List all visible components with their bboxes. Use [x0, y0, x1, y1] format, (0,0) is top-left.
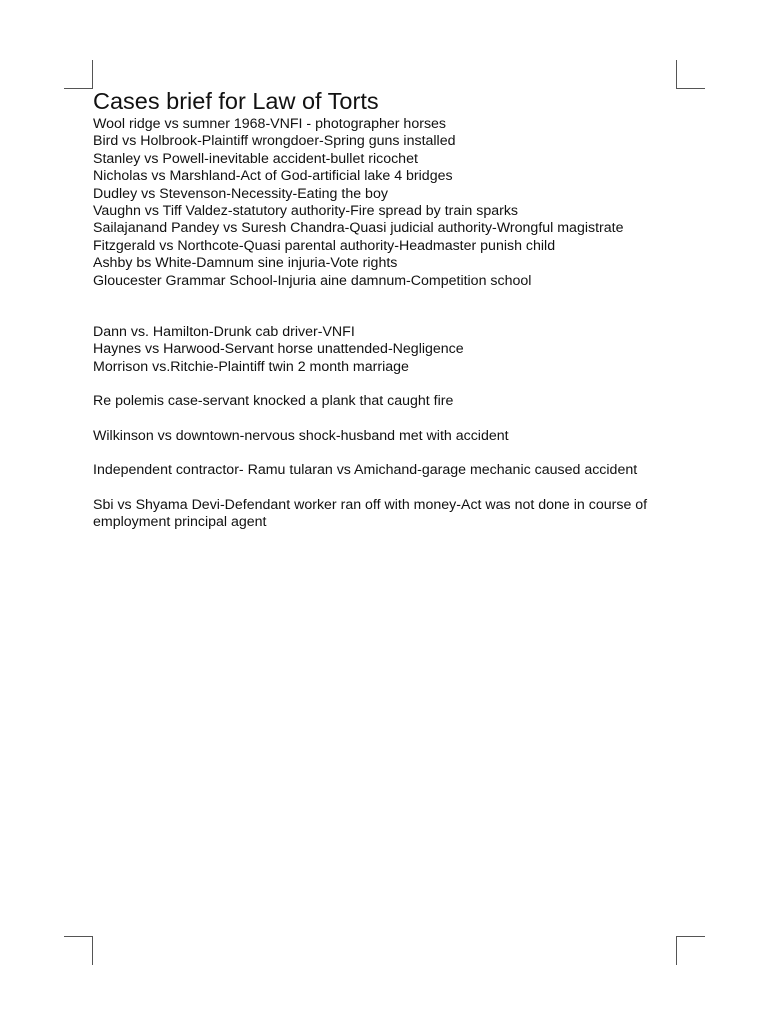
case-line: Sailajanand Pandey vs Suresh Chandra-Quasi judicial authority-Wrongful magistrate	[93, 220, 624, 237]
case-list-defences	[93, 116, 693, 290]
case-line: Ashby bs White-Damnum sine injuria-Vote rights	[93, 255, 398, 272]
crop-mark-bottom-left	[64, 936, 93, 965]
crop-mark-top-left	[64, 60, 93, 89]
case-paragraph: Wilkinson vs downtown-nervous shock-husband met with accident	[93, 427, 509, 444]
case-line: Nicholas vs Marshland-Act of God-artificial lake 4 bridges	[93, 168, 453, 185]
case-line: Bird vs Holbrook-Plaintiff wrongdoer-Spring guns installed	[93, 133, 456, 150]
case-line: Dudley vs Stevenson-Necessity-Eating the boy	[93, 185, 388, 202]
case-list-negligence	[93, 324, 693, 376]
case-line: Stanley vs Powell-inevitable accident-bullet ricochet	[93, 150, 418, 167]
case-line: Morrison vs.Ritchie-Plaintiff twin 2 month marriage	[93, 358, 409, 375]
document-body	[93, 86, 693, 531]
case-line: Fitzgerald vs Northcote-Quasi parental authority-Headmaster punish child	[93, 237, 556, 254]
crop-mark-bottom-right	[676, 936, 705, 965]
document-title: Cases brief for Law of Torts	[93, 88, 379, 114]
case-line: Wool ridge vs sumner 1968-VNFI - photographer horses	[93, 116, 447, 132]
case-line: Dann vs. Hamilton-Drunk cab driver-VNFI	[93, 324, 355, 341]
case-paragraph: Independent contractor- Ramu tularan vs Amichand-garage mechanic caused accident	[93, 462, 638, 479]
case-paragraph: Sbi vs Shyama Devi-Defendant worker ran off with money-Act was not done in course of employment principal agent	[93, 496, 648, 530]
case-line: Gloucester Grammar School-Injuria aine damnum-Competition school	[93, 272, 532, 289]
case-paragraph: Re polemis case-servant knocked a plank that caught fire	[93, 393, 454, 410]
case-line: Haynes vs Harwood-Servant horse unattended-Negligence	[93, 341, 464, 358]
case-line: Vaughn vs Tiff Valdez-statutory authority-Fire spread by train sparks	[93, 203, 519, 220]
crop-mark-top-right	[676, 60, 705, 89]
